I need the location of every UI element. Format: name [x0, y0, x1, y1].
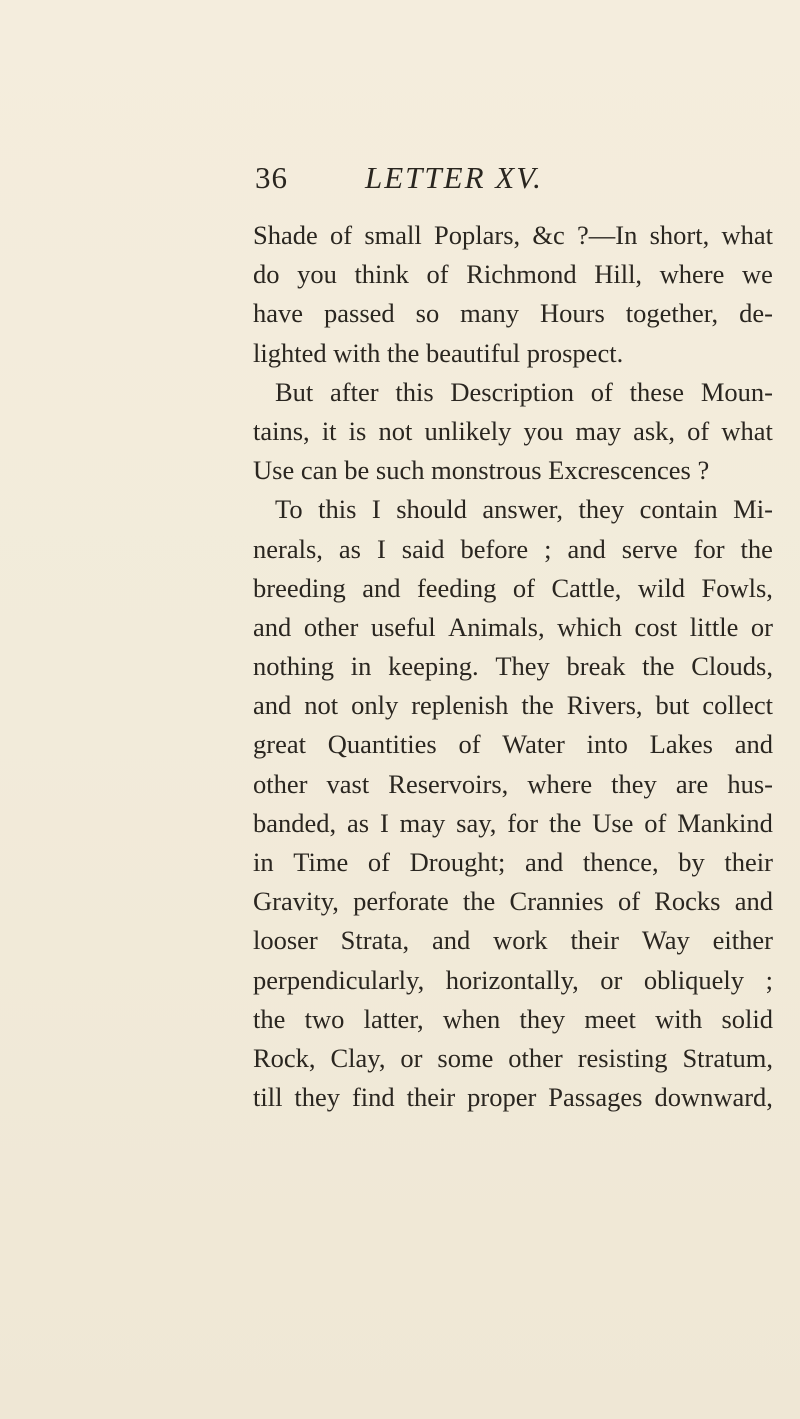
word: is: [348, 415, 367, 446]
word: unlikely: [424, 415, 512, 446]
word: breeding: [253, 572, 346, 603]
word: what: [721, 220, 773, 250]
word: I: [379, 807, 389, 838]
word: their: [570, 925, 619, 956]
word: serve: [621, 533, 678, 564]
text-line: [253, 373, 773, 412]
word: you: [523, 415, 564, 446]
text-line: [253, 490, 773, 529]
word: of: [330, 220, 353, 250]
word: Lakes: [649, 729, 713, 760]
word: little: [689, 611, 739, 642]
word: monstrous: [431, 455, 549, 486]
word: after: [330, 376, 379, 407]
word: Clay,: [330, 1042, 386, 1073]
word: of: [426, 259, 449, 290]
text-line: [253, 451, 773, 490]
word: Cattle,: [551, 572, 622, 603]
word: lighted: [253, 337, 334, 368]
word: together,: [625, 298, 719, 329]
word: with: [333, 337, 387, 368]
word: we: [742, 259, 773, 290]
word: But: [275, 376, 314, 407]
word: think: [354, 259, 409, 290]
word: other: [303, 611, 359, 642]
word: you: [297, 259, 337, 290]
word: of: [687, 415, 710, 446]
text-line: [253, 412, 773, 451]
word: and: [253, 611, 292, 642]
word: said: [401, 533, 445, 564]
text-line: [253, 882, 773, 921]
word: To: [275, 494, 303, 525]
word: be: [344, 455, 376, 486]
word: horizontally,: [445, 964, 579, 995]
word: short,: [649, 220, 710, 250]
word: work: [493, 925, 548, 956]
word: break: [566, 651, 626, 682]
word: some: [437, 1042, 494, 1073]
word: not: [304, 690, 339, 721]
word: Poplars,: [434, 220, 521, 250]
word: say,: [456, 807, 497, 838]
word: should: [396, 494, 467, 525]
word: they: [611, 768, 657, 799]
word: proper: [467, 1082, 537, 1113]
word: Excrescences: [548, 455, 698, 486]
body-text: [253, 216, 773, 1117]
text-line: [253, 569, 773, 608]
word: and: [734, 886, 773, 917]
word: for: [693, 533, 725, 564]
word: ?—In: [577, 220, 638, 250]
word: Strata,: [340, 925, 410, 956]
word: I: [376, 533, 386, 564]
word: Shade: [253, 220, 318, 250]
word: Use: [592, 807, 634, 838]
word: either: [712, 925, 773, 956]
word: the: [253, 1003, 286, 1034]
word: Gravity,: [253, 886, 339, 917]
word: find: [351, 1082, 395, 1113]
word: ;: [544, 533, 552, 564]
word: Time: [293, 847, 349, 877]
text-line: [253, 216, 773, 255]
word: Mankind: [677, 807, 773, 838]
word: their: [724, 847, 773, 877]
word: Hill,: [594, 259, 643, 290]
word: Clouds,: [691, 651, 773, 682]
word: ask,: [633, 415, 676, 446]
word: their: [406, 1082, 456, 1113]
text-line: [253, 686, 773, 725]
word: Drought;: [409, 847, 506, 877]
word: Richmond: [466, 259, 577, 290]
text-line: [253, 294, 773, 333]
word: hus-: [727, 768, 773, 799]
word: and: [362, 572, 401, 603]
word: and: [734, 729, 773, 760]
word: and: [431, 925, 471, 956]
word: which: [557, 611, 622, 642]
word: do: [253, 259, 280, 290]
word: Water: [502, 729, 565, 760]
text-line: [253, 608, 773, 647]
word: Rivers,: [566, 690, 643, 721]
word: keeping.: [388, 651, 479, 682]
word: of: [367, 847, 390, 877]
word: replenish: [411, 690, 509, 721]
word: small: [364, 220, 422, 250]
word: have: [253, 298, 304, 329]
word: beautiful: [425, 337, 527, 368]
word: they: [294, 1082, 341, 1113]
word: this: [395, 376, 434, 407]
word: wild: [637, 572, 685, 603]
word: such: [375, 455, 432, 486]
text-line: [253, 843, 773, 882]
word: Use: [253, 455, 301, 486]
word: Passages: [548, 1082, 643, 1113]
word: Moun-: [700, 376, 773, 407]
word: Fowls,: [701, 572, 773, 603]
word: looser: [253, 925, 318, 956]
word: Rocks: [654, 886, 721, 917]
word: may: [399, 807, 446, 838]
word: resisting: [577, 1042, 668, 1073]
word: cost: [634, 611, 678, 642]
word: but: [655, 690, 690, 721]
word: nothing: [253, 651, 334, 682]
word: where: [659, 259, 725, 290]
word: Crannies: [509, 886, 604, 917]
word: of: [617, 886, 641, 917]
word: Animals,: [448, 611, 545, 642]
word: they: [578, 494, 625, 525]
word: answer,: [482, 494, 564, 525]
word: when: [442, 1003, 501, 1034]
word: nerals,: [253, 533, 323, 564]
word: Quantities: [327, 729, 437, 760]
text-line: [253, 725, 773, 764]
word: Reservoirs,: [388, 768, 509, 799]
text-line: [253, 334, 773, 373]
word: passed: [324, 298, 395, 329]
word: till: [253, 1082, 283, 1113]
word: many: [460, 298, 520, 329]
text-line: [253, 530, 773, 569]
word: vast: [326, 768, 370, 799]
word: and: [524, 847, 564, 877]
word: meet: [584, 1003, 636, 1034]
word: it: [321, 415, 337, 446]
word: great: [253, 729, 306, 760]
word: in: [350, 651, 372, 682]
word: banded,: [253, 807, 337, 838]
word: the: [386, 337, 426, 368]
word: are: [675, 768, 709, 799]
word: contain: [639, 494, 718, 525]
word: the: [548, 807, 582, 838]
word: of: [458, 729, 481, 760]
word: into: [586, 729, 628, 760]
word: I: [371, 494, 381, 525]
word: or: [600, 964, 623, 995]
word: can: [300, 455, 345, 486]
running-head: LETTER XV.: [365, 160, 543, 195]
word: downward,: [654, 1082, 773, 1113]
word: they: [519, 1003, 566, 1034]
word: of: [644, 807, 667, 838]
word: ?: [697, 455, 710, 486]
word: prospect.: [526, 337, 624, 368]
word: only: [351, 690, 399, 721]
word: by: [678, 847, 705, 877]
word: They: [495, 651, 550, 682]
text-line: [253, 804, 773, 843]
text-line: [253, 1078, 773, 1117]
word: Hours: [540, 298, 605, 329]
word: for: [507, 807, 539, 838]
word: the: [462, 886, 496, 917]
word: where: [527, 768, 593, 799]
word: Stratum,: [682, 1042, 773, 1073]
word: this: [318, 494, 357, 525]
text-line: [253, 1000, 773, 1039]
text-line: [253, 921, 773, 960]
word: obliquely: [643, 964, 745, 995]
word: of: [512, 572, 535, 603]
word: or: [400, 1042, 423, 1073]
text-line: [253, 647, 773, 686]
word: so: [415, 298, 440, 329]
word: perpendicularly,: [253, 964, 425, 995]
word: tains,: [253, 415, 310, 446]
word: solid: [721, 1003, 773, 1034]
word: and: [567, 533, 606, 564]
word: Rock,: [253, 1042, 316, 1073]
word: useful: [370, 611, 436, 642]
page-header: [255, 160, 775, 200]
word: the: [521, 690, 554, 721]
word: of: [590, 376, 613, 407]
word: and: [253, 690, 292, 721]
word: the: [642, 651, 675, 682]
word: Mi-: [733, 494, 773, 525]
word: before: [460, 533, 529, 564]
word: de-: [739, 298, 773, 329]
word: not: [378, 415, 413, 446]
word: or: [750, 611, 773, 642]
word: as: [338, 533, 361, 564]
word: the: [740, 533, 773, 564]
word: ;: [765, 964, 773, 995]
word: perforate: [353, 886, 449, 917]
word: &c: [532, 220, 565, 250]
word: two: [304, 1003, 345, 1034]
word: latter,: [363, 1003, 424, 1034]
text-line: [253, 765, 773, 804]
word: may: [575, 415, 621, 446]
text-line: [253, 1039, 773, 1078]
word: thence,: [582, 847, 659, 877]
word: Way: [641, 925, 690, 956]
word: with: [655, 1003, 703, 1034]
word: other: [508, 1042, 563, 1073]
word: collect: [702, 690, 773, 721]
text-line: [253, 255, 773, 294]
word: as: [347, 807, 370, 838]
word: Description: [450, 376, 575, 407]
text-line: [253, 961, 773, 1000]
page-number: 36: [255, 160, 288, 195]
word: what: [721, 415, 773, 446]
word: in: [253, 847, 274, 877]
word: other: [253, 768, 308, 799]
word: feeding: [416, 572, 497, 603]
word: these: [629, 376, 685, 407]
